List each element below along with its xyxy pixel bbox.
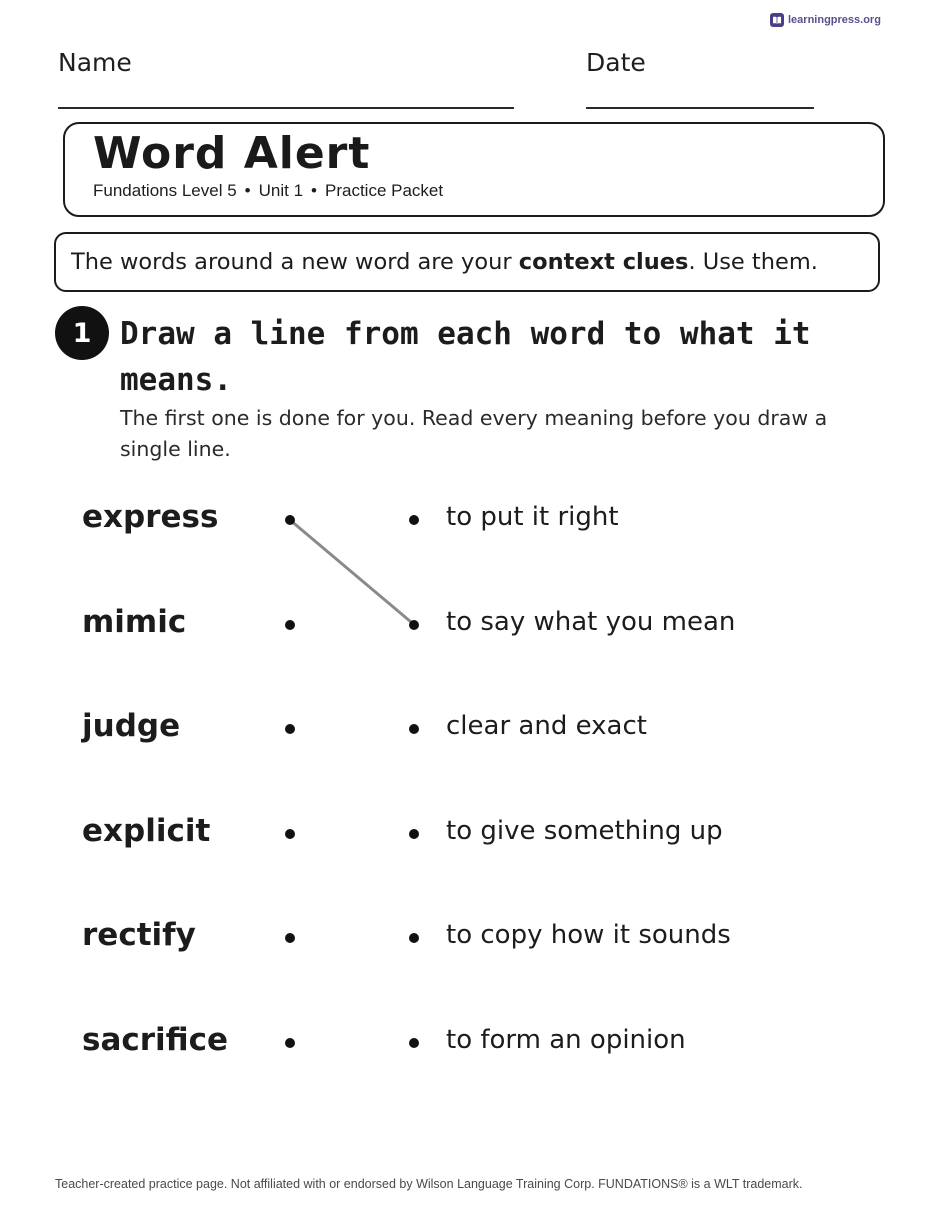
match-meaning: to copy how it sounds (446, 920, 731, 950)
match-meaning: to form an opinion (446, 1024, 686, 1055)
activity-number: 1 (55, 306, 109, 360)
meaning-dot[interactable] (409, 933, 419, 943)
match-meaning: clear and exact (446, 711, 647, 741)
word-dot[interactable] (285, 515, 295, 525)
footer-disclaimer: Teacher-created practice page. Not affiliated with or endorsed by Wilson Language Training Corp. FUNDATIONS® is a WLT trademark. (55, 1177, 803, 1191)
match-meaning: to give something up (446, 815, 723, 846)
subtitle-level: Fundations Level 5 (93, 181, 237, 200)
subtitle-packet: Practice Packet (324, 181, 444, 200)
meaning-dot[interactable] (409, 829, 419, 839)
match-meaning: to put it right (446, 502, 619, 532)
date-label: Date (586, 48, 646, 77)
match-word: rectify (82, 917, 196, 953)
match-word: mimic (82, 603, 187, 640)
example-match-line (290, 520, 414, 625)
meaning-dot[interactable] (409, 620, 419, 630)
subtitle-unit: Unit 1 (258, 181, 304, 200)
activity-instruction: Draw a line from each word to what it means. (120, 316, 811, 398)
word-dot[interactable] (285, 1038, 295, 1048)
word-dot[interactable] (285, 620, 295, 630)
match-word: judge (82, 708, 181, 744)
match-word: express (82, 499, 219, 535)
clue-text-end: . Use them. (688, 249, 818, 275)
word-dot[interactable] (285, 724, 295, 734)
meaning-dot[interactable] (409, 1038, 419, 1048)
brand-text: learningpress.org (788, 14, 881, 26)
match-word: explicit (82, 812, 211, 849)
clue-keyword: context clues (518, 249, 689, 275)
subtitle-separator: • (244, 181, 251, 200)
page-title: Word Alert (93, 128, 371, 179)
subtitle-separator: • (311, 181, 317, 200)
clue-text-start: The words around a new word are your (71, 249, 519, 275)
name-label: Name (58, 48, 132, 77)
match-word: sacrifice (82, 1021, 229, 1058)
match-meaning: to say what you mean (446, 606, 736, 637)
meaning-dot[interactable] (409, 515, 419, 525)
meaning-dot[interactable] (409, 724, 419, 734)
word-dot[interactable] (285, 933, 295, 943)
activity-sub-instruction: The first one is done for you. Read every meaning before you draw a single line. (120, 406, 828, 461)
word-dot[interactable] (285, 829, 295, 839)
